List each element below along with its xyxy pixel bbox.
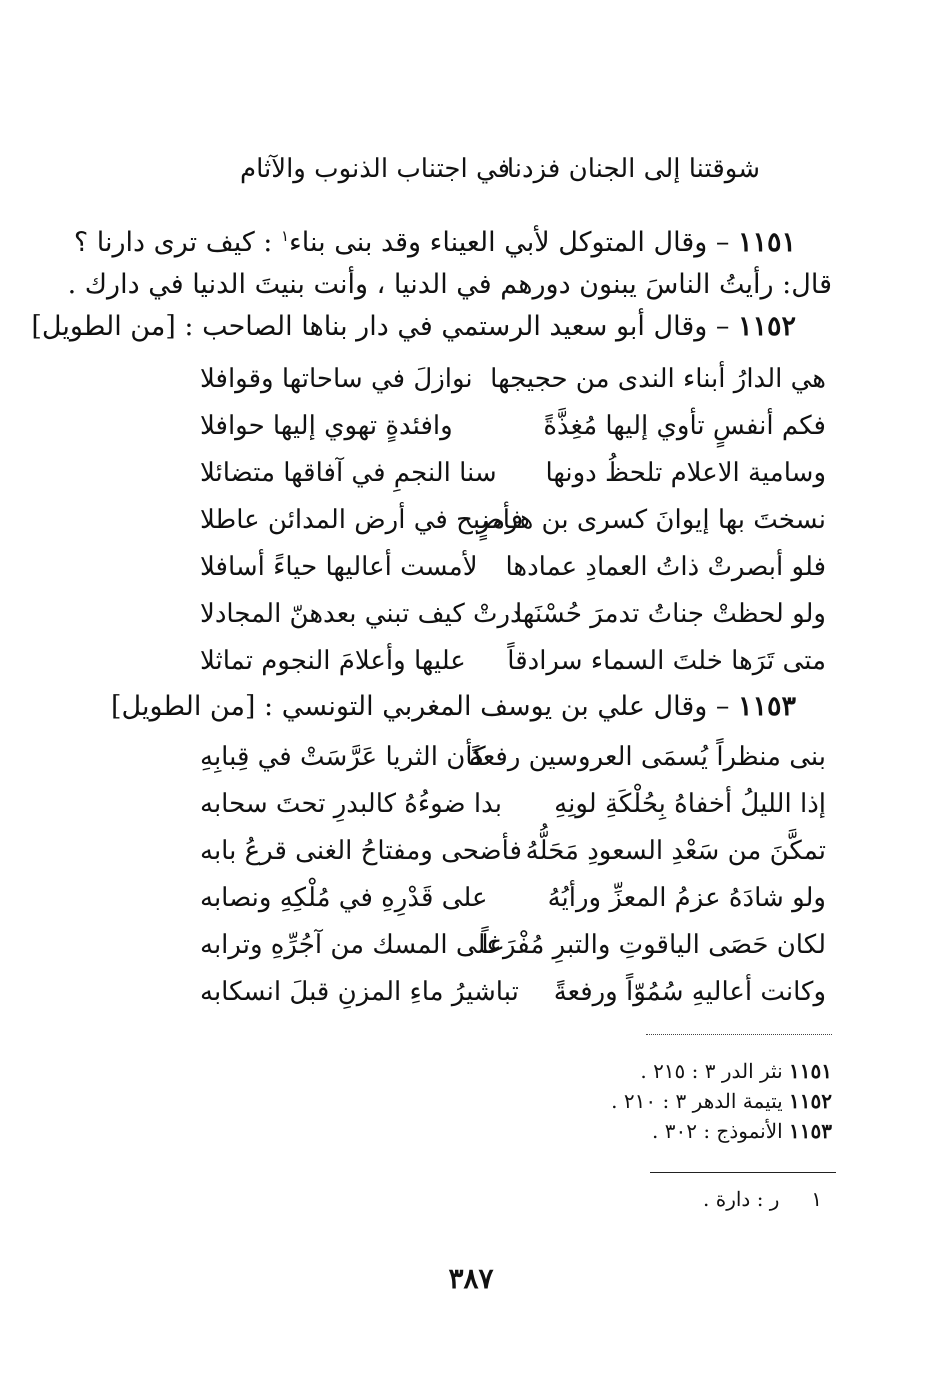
verse-hemistich-second: كأن الثريا عَرَّسَتْ في قِبابِهِ — [200, 742, 486, 772]
source-note-number: ١١٥٢ — [789, 1089, 832, 1113]
verse-line — [180, 881, 826, 917]
footnote-mark: ١ — [811, 1187, 822, 1211]
verse-hemistich-first: وكانت أعاليهِ سُمُوّاً ورفعةً — [553, 977, 826, 1007]
verse-hemistich-second: تباشيرُ ماءِ المزنِ قبلَ انسكابه — [200, 977, 519, 1007]
verse-hemistich-second: وافئدةٍ تهوي إليها حوافلا — [200, 411, 453, 441]
entry-1151-line-2: قال: رأيتُ الناسَ يبنون دورهم في الدنيا ، وأنت بنيتَ الدنيا في دارك . — [67, 269, 832, 300]
verse-hemistich-second: سنا النجمِ في آفاقها متضائلا — [200, 458, 497, 488]
verse-line — [180, 975, 826, 1011]
footnote-text: ر : دارة . — [703, 1187, 780, 1211]
verse-line — [180, 456, 826, 492]
verse-hemistich-second: فأصبح في أرض المدائن عاطلا — [200, 505, 524, 535]
verse-hemistich-second: درتْ كيف تبني بعدهنّ المجادلا — [200, 599, 522, 629]
entry-1152-heading — [31, 310, 796, 344]
verse-hemistich-first: إذا الليلُ أخفاهُ بِحُلْكَةِ لونِهِ — [554, 789, 826, 819]
footnote — [703, 1186, 822, 1212]
verse-line — [180, 503, 826, 539]
verse-line — [180, 597, 826, 633]
verse-line — [180, 409, 826, 445]
source-note-text: يتيمة الدهر ٣ : ٢١٠ . — [611, 1089, 783, 1113]
entry-1153-heading — [111, 690, 796, 724]
verse-hemistich-first: فلو أبصرتْ ذاتُ العمادِ عمادها — [505, 552, 826, 582]
entry-1151-line-1 — [74, 226, 796, 263]
verse-hemistich-first: نسختَ بها إيوانَ كسرى بن هرمزٍ — [476, 505, 826, 535]
footnote-mark: ١ — [280, 227, 290, 245]
verse-hemistich-first: لكان حَصَى الياقوتِ والتبرِ مُفْرَغاً — [481, 930, 826, 960]
verse-line — [180, 834, 826, 870]
source-note-text: الأنموذج : ٣٠٢ . — [652, 1119, 783, 1143]
verse-hemistich-first: متى تَرَها خلتَ السماء سرادقاً — [507, 646, 826, 676]
verse-hemistich-first: فكم أنفسٍ تأوي إليها مُغِذَّةً — [543, 411, 826, 441]
source-note-text: نثر الدر ٣ : ٢١٥ . — [640, 1059, 783, 1083]
source-note-number: ١١٥١ — [789, 1059, 832, 1083]
verse-hemistich-first: شوقتنا إلى الجنان فزدنا — [506, 154, 760, 184]
entry-heading-text: – وقال أبو سعيد الرستمي في دار بناها الصاحب : [من الطويل] — [31, 311, 730, 342]
entry-number: ١١٥٢ — [737, 311, 796, 342]
verse-hemistich-second: في اجتناب الذنوب والآثام — [240, 154, 511, 184]
verse-hemistich-second: لأمست أعاليها حياءً أسافلا — [200, 552, 478, 582]
verse-line — [180, 550, 826, 586]
verse-line — [180, 740, 826, 776]
verse-hemistich-first: وسامية الاعلام تلحظُ دونها — [545, 458, 826, 488]
source-note — [640, 1058, 832, 1084]
verse-hemistich-first: تمكَّنَ من سَعْدِ السعودِ مَحَلُّهُ — [525, 836, 826, 866]
verse-hemistich-second: على قَدْرِهِ في مُلْكِهِ ونصابه — [200, 883, 488, 913]
entry-text: – وقال المتوكل لأبي العيناء وقد بنى بناء — [289, 227, 730, 258]
source-note-number: ١١٥٣ — [789, 1119, 832, 1143]
verse-hemistich-second: نوازلَ في ساحاتها وقوافلا — [200, 364, 473, 394]
verse-line — [180, 928, 826, 964]
verse-hemistich-first: بنى منظراً يُسمَى العروسين رفعةً — [468, 742, 826, 772]
notes-separator-dotted — [646, 1034, 832, 1035]
entry-heading-text: – وقال علي بن يوسف المغربي التونسي : [من الطويل] — [111, 691, 730, 722]
source-note — [611, 1088, 832, 1114]
verse-line-top — [230, 152, 760, 188]
verse-line — [180, 362, 826, 398]
verse-hemistich-second: بدا ضوءُهُ كالبدرِ تحتَ سحابه — [200, 789, 503, 819]
page-number: ٣٨٧ — [448, 1262, 494, 1295]
verse-line — [180, 644, 826, 680]
entry-number: ١١٥٣ — [737, 691, 796, 722]
verse-line — [180, 787, 826, 823]
verse-hemistich-first: ولو شادَهُ عزمُ المعزِّ ورأيُهُ — [547, 883, 826, 913]
entry-text-after: : كيف ترى دارنا ؟ — [73, 227, 273, 258]
verse-hemistich-second: فأضحى ومفتاحُ الغنى قرعُ بابه — [200, 836, 522, 866]
footnote-separator — [650, 1172, 836, 1173]
verse-hemistich-first: هي الدارُ أبناء الندى من حجيجها — [490, 364, 826, 394]
verse-hemistich-first: ولو لحظتْ جناتُ تدمرَ حُسْنَها — [514, 599, 826, 629]
verse-hemistich-second: عليها وأعلامَ النجوم تماثلا — [200, 646, 466, 676]
entry-number: ١١٥١ — [737, 227, 796, 258]
verse-hemistich-second: على المسك من آجُرِّهِ وترابه — [200, 930, 502, 960]
source-note — [652, 1118, 832, 1144]
